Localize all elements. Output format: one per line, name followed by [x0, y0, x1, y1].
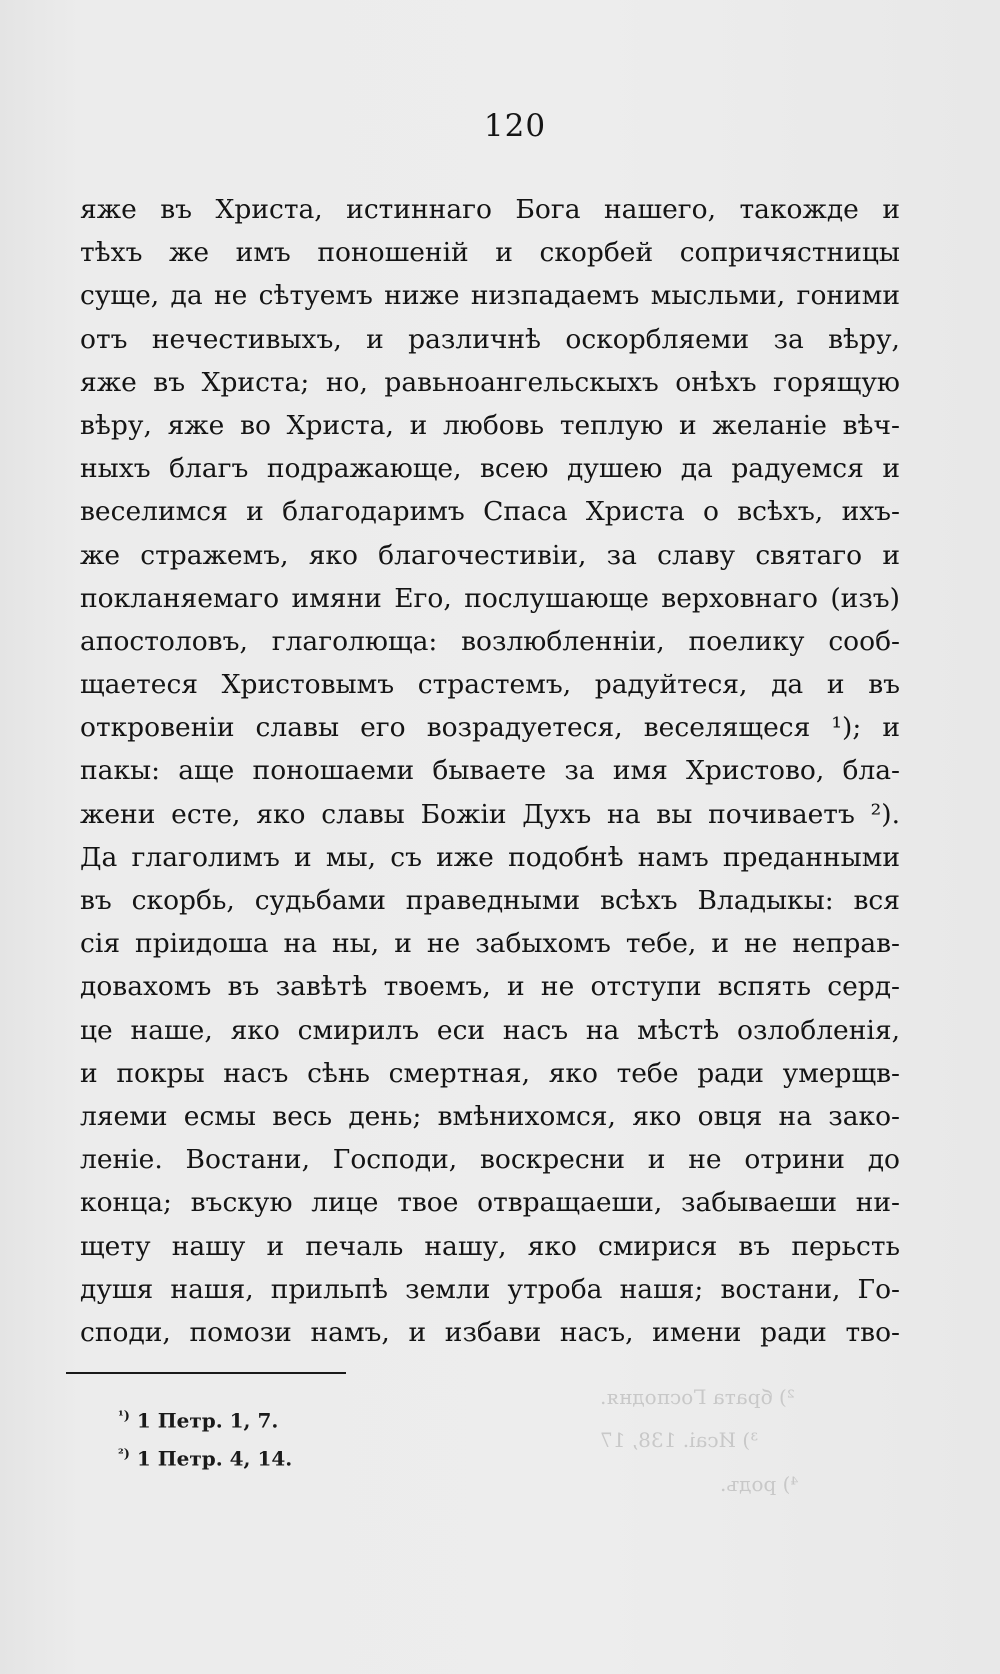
- footnote-mark: ²): [118, 1447, 130, 1462]
- text-line: леніе. Востани, Господи, воскресни и не отрини до: [80, 1144, 900, 1176]
- footnotes: [118, 1398, 618, 1474]
- text-line: отъ нечестивыхъ, и различнѣ оскорбляеми за вѣру,: [80, 323, 900, 355]
- text-line: и покры насъ сѣнь смертная, яко тебе ради умерщв-: [80, 1057, 900, 1089]
- text-line: душя нашя, прильпѣ земли утроба нашя; востани, Го-: [80, 1273, 900, 1305]
- footnote-mark: ¹): [118, 1409, 130, 1424]
- text-line: суще, да не сѣтуемъ ниже низпадаемъ мысльми, гоними: [80, 280, 900, 312]
- text-line: тѣхъ же имъ поношеній и скорбей сопричястницы: [80, 237, 900, 269]
- page-number: 120: [483, 108, 547, 144]
- text-line: сія пріидоша на ны, и не забыхомъ тебе, и не неправ-: [80, 928, 900, 960]
- footnote-divider: [66, 1372, 346, 1374]
- text-line: откровеніи славы его возрадуетеся, веселящеся ¹); и: [80, 712, 900, 744]
- text-line: споди, помози намъ, и избави насъ, имени ради тво-: [80, 1316, 900, 1348]
- footnote-text: 1 Петр. 4, 14.: [136, 1446, 293, 1471]
- text-line: же стражемъ, яко благочестивіи, за славу святаго и: [80, 539, 900, 571]
- text-line: ляеми есмы весь день; вмѣнихомся, яко овця на зако-: [80, 1100, 900, 1132]
- text-line: яже въ Христа; но, равьноангельскыхъ онѣхъ горящую: [80, 366, 900, 398]
- text-line: яже въ Христа, истиннаго Бога нашего, такожде и: [80, 194, 900, 225]
- text-line: жени есте, яко славы Божіи Духъ на вы почиваетъ ²).: [80, 798, 900, 830]
- text-line: веселимся и благодаримъ Спаса Христа о всѣхъ, ихъ-: [80, 496, 900, 528]
- text-line: вѣру, яже во Христа, и любовь теплую и желаніе вѣч-: [80, 409, 900, 441]
- text-line: щету нашу и печаль нашу, яко смирися въ перьсть: [80, 1230, 900, 1262]
- text-line: пакы: аще поношаеми бываете за имя Христово, бла-: [80, 755, 900, 787]
- text-line: Да глаголимъ и мы, съ иже подобнѣ намъ преданными: [80, 841, 900, 873]
- bleed-through-text: ³) Исаі. 138, 17: [600, 1428, 759, 1452]
- text-line: въ скорбь, судьбами праведными всѣхъ Владыкы: вся: [80, 885, 900, 916]
- text-line: ныхъ благъ подражающе, всею душею да радуемся и: [80, 453, 900, 485]
- text-line: це наше, яко смирилъ еси насъ на мѣстѣ озлобленія,: [80, 1014, 900, 1046]
- bleed-through-text: ²) брата Господня.: [600, 1385, 795, 1409]
- text-line: щаетеся Христовымъ страстемъ, радуйтеся, да и въ: [80, 669, 900, 701]
- text-line: конца; въскую лице твое отвращаеши, забываеши ни-: [80, 1187, 900, 1219]
- footnote: [118, 1398, 618, 1436]
- bleed-through-text: ⁴) родъ.: [720, 1472, 799, 1496]
- text-line: покланяемаго имяни Его, послушающе верховнаго (изъ): [80, 582, 900, 614]
- footnote: [118, 1436, 618, 1474]
- text-line: довахомъ въ завѣтѣ твоемъ, и не отступи вспять серд-: [80, 971, 900, 1003]
- footnote-text: 1 Петр. 1, 7.: [136, 1408, 279, 1433]
- text-line: апостоловъ, глаголюща: возлюбленніи, поелику сооб-: [80, 625, 900, 657]
- body-text: [80, 188, 900, 1354]
